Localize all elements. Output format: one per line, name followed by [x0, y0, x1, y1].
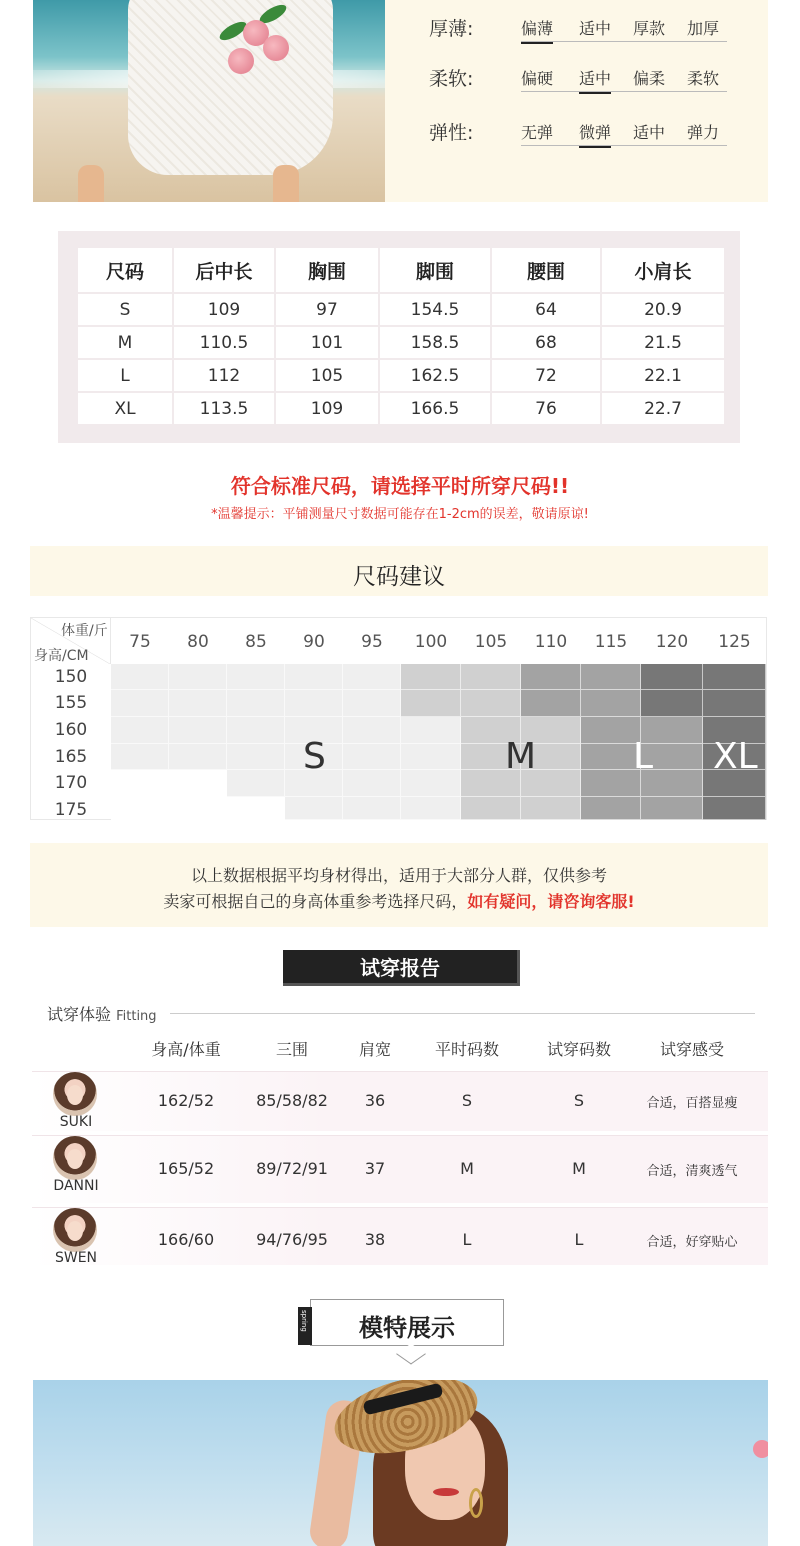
size-grid-cell	[641, 797, 703, 820]
size-grid-cell	[703, 664, 766, 690]
size-grid-cell	[461, 797, 521, 820]
fitting-cell-tried: M	[572, 1159, 586, 1178]
size-grid-cell	[343, 770, 401, 797]
fabric-properties-panel	[385, 0, 768, 202]
size-table-cell: 76	[492, 393, 600, 424]
size-grid-cell	[343, 690, 401, 717]
size-grid-cell	[343, 717, 401, 744]
weight-column-label: 125	[718, 632, 751, 652]
size-grid-cell	[111, 744, 169, 770]
size-grid-cell	[581, 797, 641, 820]
size-grid-cell	[521, 664, 581, 690]
fitting-cell-measure: 89/72/91	[256, 1159, 328, 1178]
fabric-property-row	[429, 50, 749, 90]
size-grid-cell	[285, 690, 343, 717]
advice-note-line2	[30, 889, 768, 912]
size-region-label: S	[303, 736, 326, 777]
size-table-cell: L	[78, 360, 172, 391]
fabric-property-row	[429, 0, 749, 40]
avatar	[53, 1136, 97, 1180]
size-table-cell: 22.7	[602, 393, 724, 424]
fitting-cell-usual: L	[462, 1230, 472, 1249]
fitting-cell-feel: 合适，百搭显瘦	[646, 1096, 738, 1111]
size-table-cell: 154.5	[380, 294, 490, 325]
fitting-column-header: 三围	[275, 1040, 308, 1059]
size-grid-cell	[111, 797, 169, 820]
fabric-property-option: 微弹	[579, 120, 611, 148]
fitting-cell-hw: 166/60	[157, 1230, 215, 1249]
size-table-cell: 72	[492, 360, 600, 391]
fabric-property-option: 加厚	[687, 19, 720, 38]
fitting-divider	[170, 1013, 755, 1014]
size-table-cell: M	[78, 327, 172, 358]
advice-note-line1: 以上数据根据平均身材得出，适用于大部分人群，仅供参考	[190, 866, 607, 885]
size-table-row	[78, 393, 724, 424]
weight-column-label: 80	[187, 632, 209, 652]
speech-pointer	[396, 1344, 426, 1365]
fitting-cell-feel: 合适，好穿贴心	[646, 1235, 738, 1250]
fabric-property-label: 弹性:	[429, 122, 474, 144]
size-grid-cell	[343, 664, 401, 690]
size-grid-cell	[285, 797, 343, 820]
size-grid-cell	[581, 717, 641, 744]
size-advice-title: 尺码建议	[353, 564, 445, 590]
fitting-cell-hw: 162/52	[157, 1091, 215, 1110]
size-table-header: 胸围	[276, 248, 378, 292]
fabric-property-option: 偏柔	[633, 69, 666, 88]
fabric-property-option: 适中	[579, 19, 612, 38]
size-grid-cell	[401, 717, 461, 744]
size-table-cell: 166.5	[380, 393, 490, 424]
size-grid-cell	[401, 797, 461, 820]
size-grid-cell	[641, 664, 703, 690]
size-grid-cell	[169, 717, 227, 744]
rose-bouquet	[208, 0, 298, 80]
size-table-cell: 20.9	[602, 294, 724, 325]
size-grid-cell	[461, 690, 521, 717]
fabric-property-option: 柔软	[687, 69, 720, 88]
fitting-cell-shoulder: 38	[364, 1230, 386, 1249]
weight-axis-label: 体重/斤	[61, 623, 108, 639]
size-grid-cell	[581, 770, 641, 797]
size-table-cell: 22.1	[602, 360, 724, 391]
model-show-title: 模特展示	[359, 1314, 455, 1342]
fitting-cell-shoulder: 36	[364, 1091, 386, 1110]
weight-column-label: 100	[414, 632, 448, 652]
fitting-cell-measure: 94/76/95	[256, 1230, 328, 1249]
fabric-property-row	[429, 104, 749, 144]
tester-name: SUKI	[59, 1114, 93, 1130]
fitting-column-header: 试穿码数	[546, 1040, 611, 1059]
fitting-column-header: 试穿感受	[659, 1040, 724, 1059]
size-grid-cell	[227, 797, 285, 820]
height-row-label: 150	[54, 667, 88, 687]
size-grid-cell	[343, 797, 401, 820]
fabric-property-option: 适中	[579, 66, 611, 94]
size-region-label: XL	[713, 736, 758, 777]
size-grid-cell	[227, 770, 285, 797]
fitting-heading-cn: 试穿体验	[47, 1005, 112, 1024]
size-grid-cell	[641, 690, 703, 717]
size-grid-cell	[703, 690, 766, 717]
size-table-cell: 112	[174, 360, 274, 391]
height-row-label: 160	[54, 720, 88, 740]
weight-column-label: 85	[245, 632, 267, 652]
fabric-property-option: 偏硬	[521, 69, 554, 88]
measurement-tip: *温馨提示：平铺测量尺寸数据可能存在1-2cm的误差，敬请原谅!	[211, 507, 589, 522]
fitting-report-title: 试穿报告	[283, 950, 520, 986]
size-table-cell: 109	[276, 393, 378, 424]
fitting-column-header: 平时码数	[434, 1040, 499, 1059]
fitting-cell-tried: L	[574, 1230, 584, 1249]
size-grid-cell	[111, 770, 169, 797]
size-grid-cell	[111, 690, 169, 717]
size-table-cell: 68	[492, 327, 600, 358]
size-grid-cell	[169, 664, 227, 690]
size-table-row	[78, 327, 724, 358]
top-section	[33, 0, 768, 202]
size-grid-cell	[227, 690, 285, 717]
size-table-header: 后中长	[174, 248, 274, 292]
weight-column-label: 110	[534, 632, 568, 652]
weight-column-label: 95	[361, 632, 383, 652]
size-table-cell: 101	[276, 327, 378, 358]
fitting-heading-en: Fitting	[116, 1009, 157, 1024]
size-table-cell: 162.5	[380, 360, 490, 391]
tester-name: DANNI	[53, 1178, 99, 1194]
size-table-cell: 64	[492, 294, 600, 325]
size-grid-cell	[401, 770, 461, 797]
height-row-label: 170	[54, 773, 88, 793]
size-grid-cell	[521, 690, 581, 717]
size-table-cell: 113.5	[174, 393, 274, 424]
size-grid-cell	[169, 770, 227, 797]
avatar	[53, 1072, 97, 1116]
size-grid-cell	[581, 690, 641, 717]
size-grid-cell	[285, 664, 343, 690]
fabric-property-option: 偏薄	[521, 16, 553, 44]
size-table-cell: 158.5	[380, 327, 490, 358]
advice-note-banner	[30, 843, 768, 927]
chart-corner	[31, 618, 111, 664]
tester-name: SWEN	[54, 1250, 98, 1266]
fitting-heading	[47, 1002, 157, 1025]
contact-service-link[interactable]: 如有疑问，请咨询客服!	[467, 892, 635, 911]
size-table-cell: 110.5	[174, 327, 274, 358]
fitting-column-header: 身高/体重	[151, 1040, 221, 1059]
height-row-label: 155	[54, 693, 88, 713]
size-grid-cell	[111, 664, 169, 690]
fabric-property-option: 弹力	[687, 123, 720, 142]
weight-column-label: 120	[655, 632, 689, 652]
size-grid-cell	[521, 797, 581, 820]
size-grid-cell	[581, 664, 641, 690]
size-table-cell: 109	[174, 294, 274, 325]
fitting-cell-usual: S	[461, 1091, 473, 1110]
size-grid-cell	[227, 744, 285, 770]
size-table	[76, 246, 726, 426]
fitting-cell-measure: 85/58/82	[256, 1091, 328, 1110]
fitting-cell-feel: 合适，清爽透气	[646, 1164, 738, 1179]
advice-note-prefix: 卖家可根据自己的身高体重参考选择尺码，	[163, 892, 468, 911]
fabric-property-options	[521, 16, 727, 42]
size-table-cell: 105	[276, 360, 378, 391]
size-grid-cell	[343, 744, 401, 770]
fitting-cell-usual: M	[460, 1159, 474, 1178]
size-grid-cell	[169, 744, 227, 770]
fitting-cell-shoulder: 37	[364, 1159, 386, 1178]
size-table-header: 脚围	[380, 248, 490, 292]
weight-column-label: 75	[129, 632, 151, 652]
size-region-label: M	[505, 736, 537, 777]
fitting-column-header: 肩宽	[358, 1040, 391, 1059]
size-region-label: L	[633, 736, 654, 777]
size-advice-chart	[30, 617, 767, 820]
height-axis-label: 身高/CM	[34, 648, 89, 664]
avatar	[53, 1208, 97, 1252]
size-grid-cell	[703, 797, 766, 820]
size-table-cell: XL	[78, 393, 172, 424]
size-table-cell: 21.5	[602, 327, 724, 358]
fabric-property-label: 厚薄:	[429, 18, 474, 40]
fitting-cell-hw: 165/52	[157, 1159, 215, 1178]
size-grid-cell	[461, 664, 521, 690]
fabric-property-option: 无弹	[521, 123, 554, 142]
fitting-cell-tried: S	[573, 1091, 585, 1110]
fabric-property-option: 适中	[633, 123, 666, 142]
size-grid-cell	[401, 690, 461, 717]
fabric-property-option: 厚款	[633, 19, 666, 38]
height-row-label: 165	[54, 747, 88, 767]
size-table-cell: 97	[276, 294, 378, 325]
size-table-header: 腰围	[492, 248, 600, 292]
height-row-label: 175	[54, 800, 88, 820]
size-grid-cell	[581, 744, 641, 770]
weight-column-label: 115	[594, 632, 628, 652]
size-grid-cell	[169, 797, 227, 820]
size-grid-cell	[169, 690, 227, 717]
size-table-header: 小肩长	[602, 248, 724, 292]
fabric-property-options	[521, 120, 727, 146]
size-grid-cell	[227, 717, 285, 744]
model-photo	[33, 1380, 768, 1546]
product-photo-beach	[33, 0, 385, 202]
size-grid-cell	[401, 744, 461, 770]
size-grid-cell	[111, 717, 169, 744]
fabric-property-options	[521, 66, 727, 92]
size-notice: 符合标准尺码，请选择平时所穿尺码!!	[230, 474, 570, 498]
size-table-cell: S	[78, 294, 172, 325]
size-table-row	[78, 360, 724, 391]
weight-column-label: 105	[474, 632, 508, 652]
weight-column-label: 90	[303, 632, 325, 652]
fabric-property-label: 柔软:	[429, 68, 474, 90]
size-table-row	[78, 294, 724, 325]
size-advice-banner	[30, 546, 768, 596]
size-grid-cell	[401, 664, 461, 690]
size-table-header: 尺码	[78, 248, 172, 292]
size-grid-cell	[227, 664, 285, 690]
spring-tab-text: spring	[300, 1310, 308, 1332]
